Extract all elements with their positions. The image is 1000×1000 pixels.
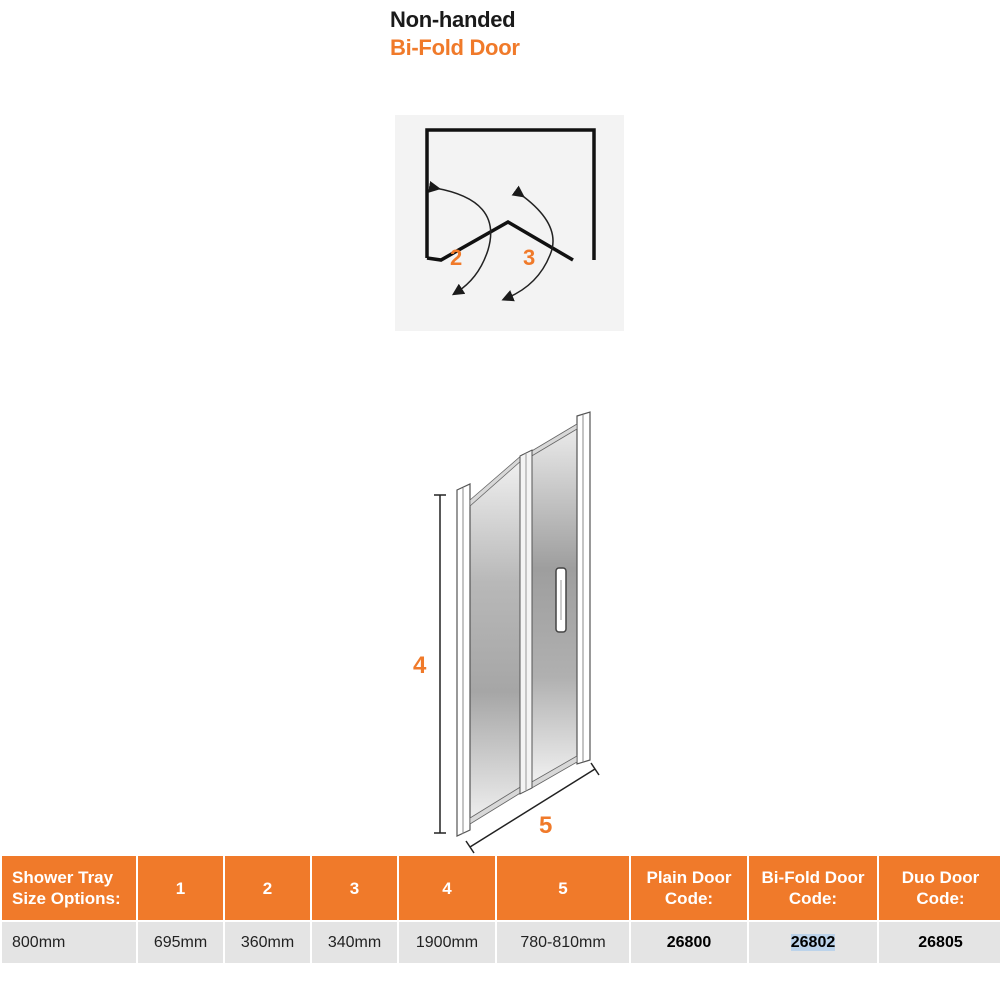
table-header-row	[2, 856, 1000, 922]
cell-dim-5: 780-810mm	[497, 922, 629, 963]
header-col-5: 5	[497, 856, 629, 922]
cell-dim-2: 360mm	[225, 922, 310, 963]
enclosure-outline	[427, 130, 594, 260]
bi-fold-door-diagram	[405, 400, 615, 860]
glass-panel-right	[530, 424, 577, 785]
cell-duo-door-code: 26805	[879, 922, 1000, 963]
header-col-4: 4	[399, 856, 495, 922]
header-plain-door-code: Plain Door Code:	[631, 856, 747, 922]
swing-arc-left	[435, 188, 491, 292]
header-duo-door-code: Duo Door Code:	[879, 856, 1000, 922]
specification-table	[0, 856, 1000, 963]
table-row	[2, 922, 1000, 963]
title-bi-fold-door: Bi-Fold Door	[390, 35, 520, 60]
header-col-1: 1	[138, 856, 223, 922]
header-col-2: 2	[225, 856, 310, 922]
header-bi-fold-door-code: Bi-Fold Door Code:	[749, 856, 877, 922]
glass-panel-left	[470, 455, 522, 820]
plan-view-diagram	[395, 115, 624, 331]
cell-size: 800mm	[2, 922, 136, 963]
cell-dim-1: 695mm	[138, 922, 223, 963]
door-label-4: 4	[413, 652, 427, 679]
title-block	[390, 6, 520, 62]
header-col-3: 3	[312, 856, 397, 922]
cell-dim-3: 340mm	[312, 922, 397, 963]
door-label-5: 5	[539, 812, 553, 839]
header-size-options: Shower Tray Size Options:	[2, 856, 136, 922]
cell-bi-fold-door-code	[749, 922, 877, 963]
title-non-handed: Non-handed	[390, 7, 516, 32]
plan-label-3: 3	[523, 245, 536, 270]
selected-text-highlight[interactable]: 26802	[790, 933, 836, 951]
cell-dim-4: 1900mm	[399, 922, 495, 963]
cell-plain-door-code: 26800	[631, 922, 747, 963]
plan-label-2: 2	[450, 245, 463, 270]
